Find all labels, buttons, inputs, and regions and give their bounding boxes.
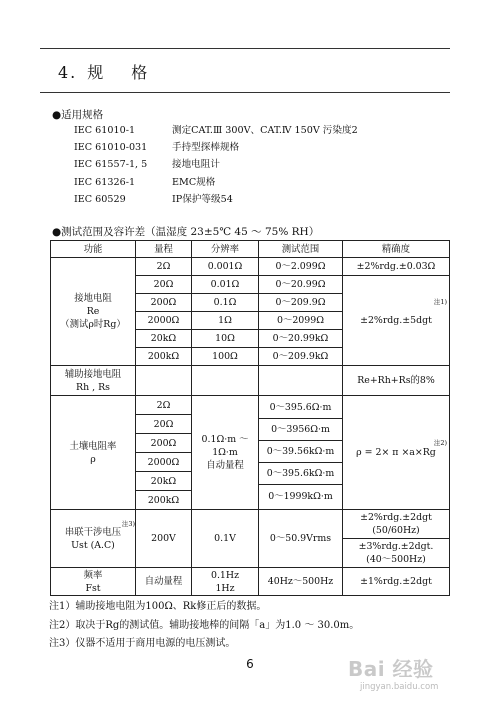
ground-resolution: 0.001Ω — [192, 258, 259, 276]
ust-range: 200V — [136, 510, 192, 568]
ust-acc1-line: (50/60Hz) — [372, 525, 420, 536]
ust-accuracy-2 — [343, 539, 450, 568]
ust-accuracy-1 — [343, 510, 450, 539]
col-header-resolution: 分辨率 — [192, 241, 259, 258]
standard-code: IEC 61557-1, 5 — [74, 159, 148, 171]
ground-resolution: 100Ω — [192, 348, 259, 366]
watermark-sub: jingyan.baidu.com — [360, 682, 439, 692]
ground-func-line: Re — [86, 306, 100, 317]
applicable-standards-heading: ●适用规格 — [52, 109, 104, 121]
col-header-function: 功能 — [51, 241, 136, 258]
ground-accuracy-first: ±2%rdg.±0.03Ω — [343, 258, 450, 276]
aux-range-empty — [136, 366, 192, 396]
soil-func-line: 土壤电阻率 — [69, 440, 117, 452]
ground-resolution: 10Ω — [192, 330, 259, 348]
freq-accuracy: ±1%rdg.±2dgt — [343, 568, 450, 596]
ground-measure-range: 0～209.9kΩ — [259, 348, 343, 366]
aux-accuracy: Re+Rh+Rs的8% — [343, 366, 450, 396]
freq-measure-range: 40Hz～500Hz — [259, 568, 343, 596]
ust-function-cell — [51, 510, 136, 568]
ground-resolution: 1Ω — [192, 312, 259, 330]
soil-measure: 0～39.56kΩ·m — [259, 441, 342, 463]
ground-measure-range: 0～20.99kΩ — [259, 330, 343, 348]
soil-res-line: 1Ω·m — [212, 447, 238, 458]
ust-resolution: 0.1V — [192, 510, 259, 568]
freq-resolution-cell — [192, 568, 259, 596]
spec-table — [50, 240, 450, 596]
header-rule-bottom — [40, 92, 450, 93]
aux-resolution-empty — [192, 366, 259, 396]
standard-desc: EMC规格 — [172, 176, 216, 188]
chapter-number: 4. — [58, 63, 78, 82]
note-2-mark: 注2) — [433, 438, 447, 447]
standard-code: IEC 61010-1 — [74, 125, 136, 136]
ust-acc2-line: (40～500Hz) — [366, 554, 426, 565]
standard-item — [74, 174, 358, 191]
baidu-watermark — [348, 653, 438, 692]
chapter-title-char-2: 格 — [131, 63, 150, 82]
note-3-mark: 注3) — [121, 519, 135, 528]
ust-acc1-line: ±2%rdg.±2dgt — [360, 512, 432, 523]
standard-item — [74, 139, 358, 156]
soil-measure: 0～3956Ω·m — [259, 419, 342, 441]
freq-func-line: 频率 — [83, 569, 103, 581]
ground-measure-range: 0～20.99Ω — [259, 276, 343, 294]
soil-range: 2Ω — [136, 396, 191, 415]
freq-res-line: 1Hz — [215, 582, 235, 594]
soil-function-cell — [51, 396, 136, 510]
standard-code: IEC 61326-1 — [74, 176, 136, 188]
ground-func-line: 接地电阻 — [74, 293, 112, 304]
freq-range: 自动量程 — [136, 568, 192, 596]
table-row — [51, 396, 450, 510]
footnote-1: 注1）辅助接地电阻为100Ω、Rk修正后的数据。 — [49, 601, 267, 612]
soil-range: 2000Ω — [136, 453, 191, 472]
ground-function-cell — [51, 258, 136, 366]
freq-function-cell — [51, 568, 136, 596]
soil-res-line: 自动量程 — [206, 460, 244, 471]
ground-range: 2Ω — [136, 258, 192, 276]
standard-item — [74, 156, 358, 173]
note-1-mark: 注1) — [433, 297, 447, 306]
soil-range: 20Ω — [136, 415, 191, 434]
col-header-accuracy: 精确度 — [343, 241, 450, 258]
ground-measure-range: 0～209.9Ω — [259, 294, 343, 312]
aux-func-line: Rh , Rs — [76, 381, 110, 393]
standard-code: IEC 60529 — [74, 193, 126, 205]
soil-measure: 0～1999kΩ·m — [268, 491, 333, 502]
ust-func-line: Ust (A.C) — [71, 539, 115, 551]
soil-resolution-cell — [192, 396, 259, 510]
standard-code: IEC 61010-031 — [74, 142, 148, 154]
ground-range: 2000Ω — [136, 312, 192, 330]
ground-resolution: 0.01Ω — [192, 276, 259, 294]
soil-accuracy-value: ρ = 2× π ×a×Rg — [356, 447, 436, 458]
ground-accuracy-value: ±2%rdg.±5dgt — [360, 315, 432, 326]
aux-measure-empty — [259, 366, 343, 396]
aux-func-line: 辅助接地电阻 — [64, 368, 122, 380]
ground-range: 20Ω — [136, 276, 192, 294]
watermark-main: Bai 经验 — [348, 657, 434, 681]
soil-range: 20kΩ — [136, 472, 191, 491]
header-rule-top — [40, 48, 450, 49]
ust-func-line: 串联干涉电压 — [64, 526, 122, 538]
standards-list — [74, 122, 358, 208]
table-header-row — [51, 241, 450, 258]
standard-desc: 手持型探棒规格 — [172, 142, 240, 154]
soil-res-line: 0.1Ω·m ～ — [201, 434, 249, 445]
soil-range-cell — [136, 396, 192, 510]
col-header-measure-range: 测试范围 — [259, 241, 343, 258]
freq-func-line: Fst — [85, 582, 101, 594]
footnote-2: 注2）取决于Rg的测试值。辅助接地棒的间隔「a」为1.0 ～ 30.0m。 — [49, 619, 360, 631]
standard-item — [74, 122, 358, 139]
soil-range: 200kΩ — [147, 494, 180, 506]
ground-range: 20kΩ — [136, 330, 192, 348]
soil-range: 200Ω — [136, 434, 191, 453]
standard-desc: IP保护等级54 — [172, 193, 233, 205]
ust-acc2-line: ±3%rdg.±2dgt. — [358, 541, 434, 552]
soil-measure: 0～395.6kΩ·m — [259, 463, 342, 485]
footnotes — [49, 598, 359, 654]
table-row — [51, 258, 450, 276]
measurement-heading: ●测试范围及容许差（温湿度 23±5℃ 45 ～ 75% RH） — [52, 226, 320, 238]
table-row — [51, 568, 450, 596]
ground-range: 200Ω — [136, 294, 192, 312]
ground-accuracy-rest — [343, 276, 450, 366]
soil-measure-cell — [259, 396, 343, 510]
ground-func-line: （测试ρ时Rg） — [60, 319, 126, 330]
ground-resolution: 0.1Ω — [192, 294, 259, 312]
freq-res-line: 0.1Hz — [210, 569, 240, 581]
standard-item — [74, 191, 358, 208]
ust-measure-range: 0～50.9Vrms — [259, 510, 343, 568]
soil-measure: 0～395.6Ω·m — [259, 397, 342, 419]
aux-function-cell — [51, 366, 136, 396]
table-row — [51, 366, 450, 396]
soil-func-line: ρ — [90, 453, 96, 465]
ground-measure-range: 0～2.099Ω — [259, 258, 343, 276]
chapter-title — [58, 60, 149, 83]
ground-measure-range: 0～2099Ω — [259, 312, 343, 330]
soil-accuracy-cell — [343, 396, 450, 510]
standard-desc: 测定CAT.Ⅲ 300V、CAT.Ⅳ 150V 污染度2 — [172, 125, 358, 136]
chapter-title-char-1: 规 — [87, 63, 106, 82]
standard-desc: 接地电阻计 — [172, 159, 220, 171]
page-number: 6 — [246, 657, 254, 671]
footnote-3: 注3）仪器不适用于商用电源的电压测试。 — [49, 638, 236, 649]
table-row — [51, 510, 450, 539]
col-header-range: 量程 — [136, 241, 192, 258]
ground-range: 200kΩ — [136, 348, 192, 366]
